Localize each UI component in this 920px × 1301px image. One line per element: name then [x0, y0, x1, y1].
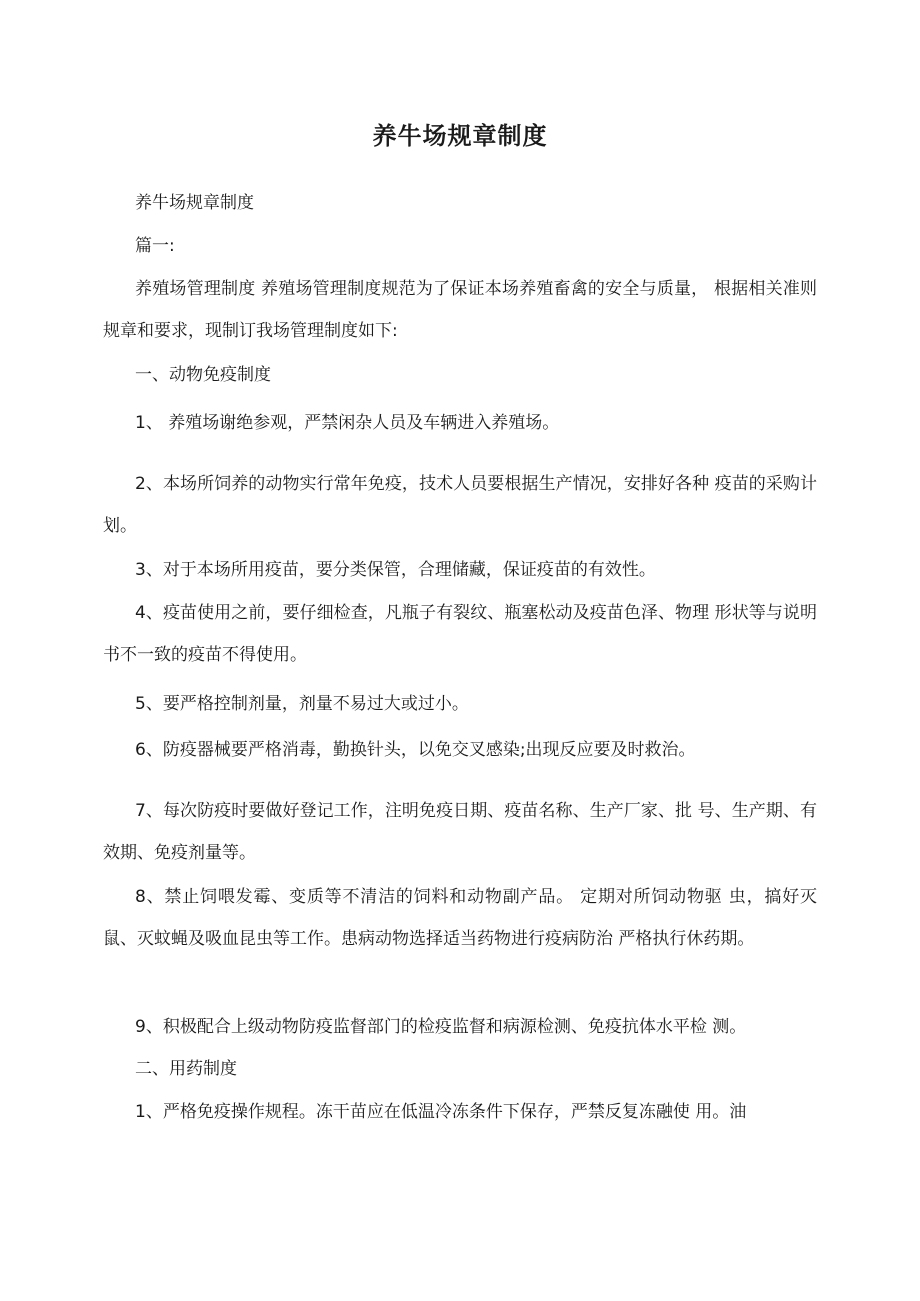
document-title: 养牛场规章制度: [372, 122, 548, 150]
heading-medication: 二、用药制度: [135, 1059, 237, 1079]
medication-rule-paragraph-1: 1、严格免疫操作规程。冻干苗应在低温冷冻条件下保存，严禁反复冻融使 用。油: [135, 1102, 747, 1122]
rule-paragraph-5: 5、要严格控制剂量，剂量不易过大或过小。: [135, 694, 469, 714]
rule-paragraph-7: 7、每次防疫时要做好登记工作，注明免疫日期、疫苗名称、生产厂家、批 号、生产期、有效期、免疫剂量等。: [103, 801, 817, 863]
rule-paragraph-1: 1、 养殖场谢绝参观，严禁闲杂人员及车辆进入养殖场。: [135, 413, 560, 433]
rule-paragraph-9: 9、积极配合上级动物防疫监督部门的检疫监督和病源检测、免疫抗体水平检 测。: [135, 1017, 747, 1037]
rule-paragraph-3: 3、对于本场所用疫苗，要分类保管，合理储藏，保证疫苗的有效性。: [135, 560, 656, 580]
rule-paragraph-2: 2、本场所饲养的动物实行常年免疫，技术人员要根据生产情况，安排好各种 疫苗的采购计划。: [103, 474, 817, 536]
rule-paragraph-4: 4、疫苗使用之前，要仔细检查，凡瓶子有裂纹、瓶塞松动及疫苗色泽、物理 形状等与说明书不一致的疫苗不得使用。: [103, 603, 817, 665]
subtitle-paragraph: 养牛场规章制度: [135, 193, 254, 213]
section-label-paragraph: 篇一:: [135, 236, 175, 256]
rule-paragraph-6: 6、防疫器械要严格消毒，勤换针头，以免交叉感染;出现反应要及时救治。: [135, 740, 696, 760]
intro-paragraph: 养殖场管理制度 养殖场管理制度规范为了保证本场养殖畜禽的安全与质量， 根据相关准则规章和要求，现制订我场管理制度如下:: [103, 279, 817, 341]
heading-immunization: 一、动物免疫制度: [135, 365, 271, 385]
rule-paragraph-8: 8、禁止饲喂发霉、变质等不清洁的饲料和动物副产品。 定期对所饲动物驱 虫，搞好灭鼠、灭蚊蝇及吸血昆虫等工作。患病动物选择适当药物进行疫病防治 严格执行休药期。: [103, 887, 817, 949]
